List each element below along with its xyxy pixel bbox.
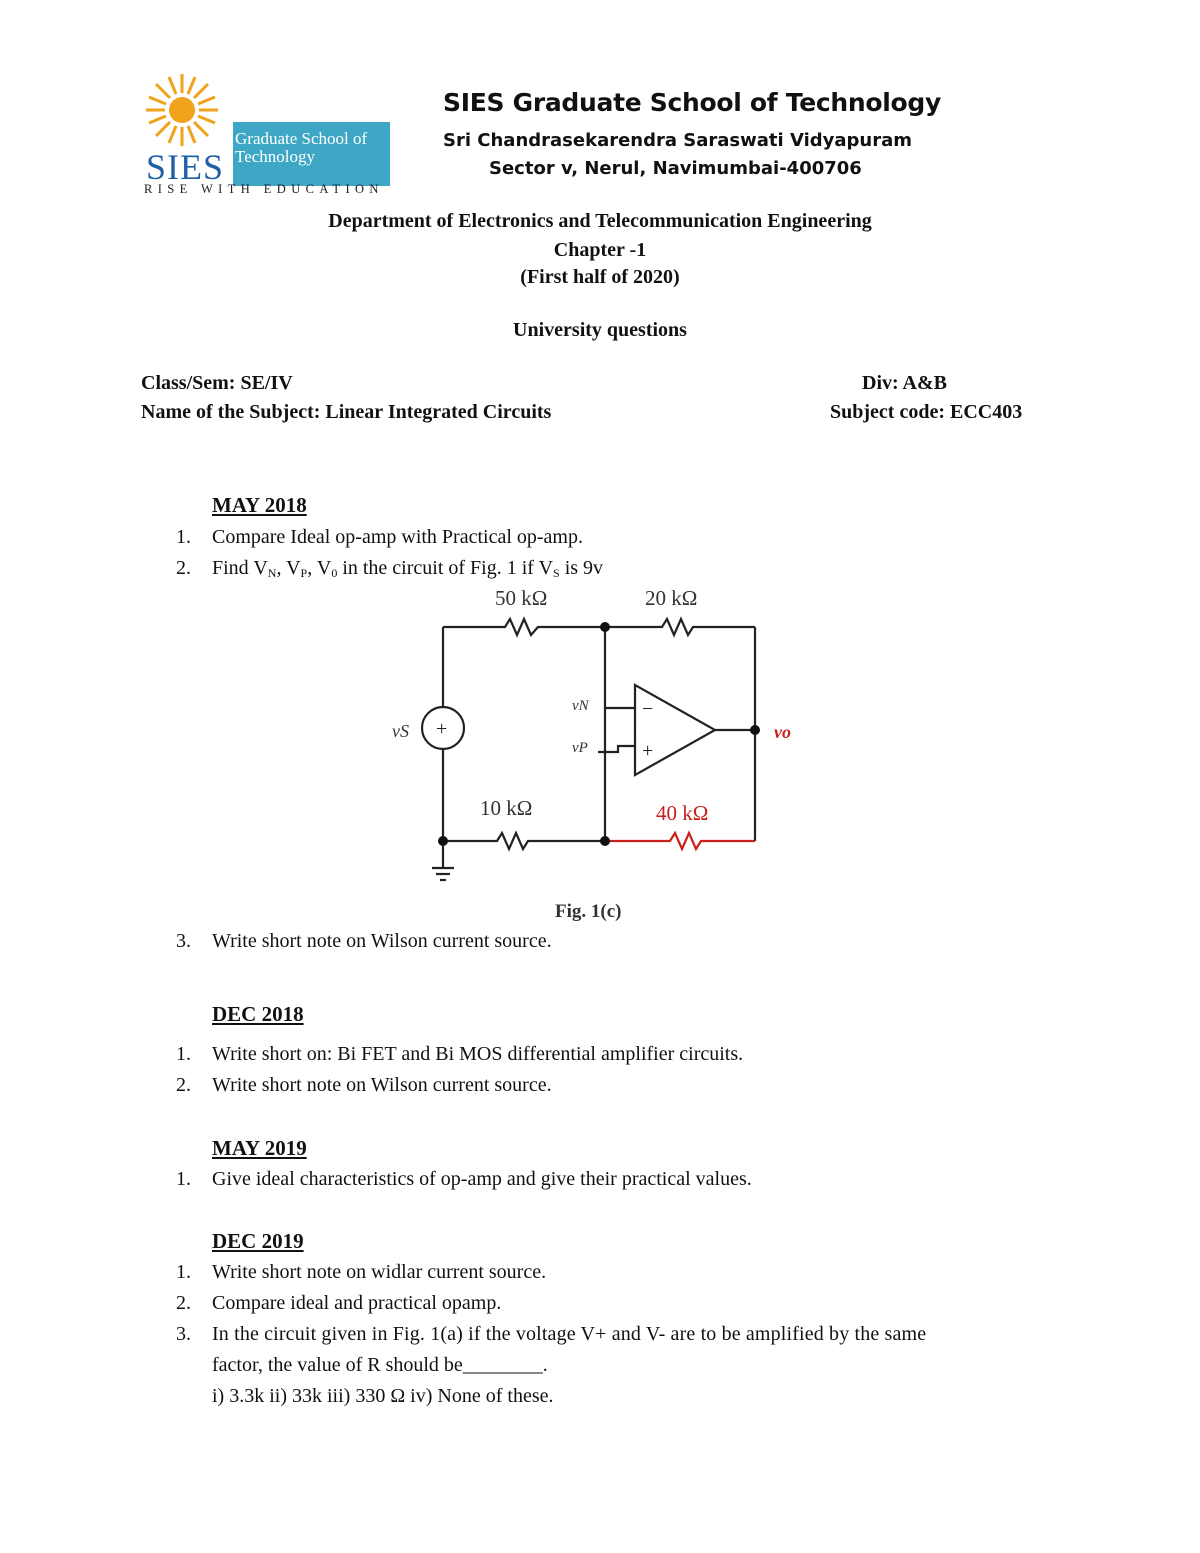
- department-title: Department of Electronics and Telecommunication Engineering: [328, 210, 872, 232]
- label-50k: 50 kΩ: [495, 586, 548, 610]
- address-line-1: Sri Chandrasekarendra Saraswati Vidyapuram: [443, 130, 912, 151]
- label-vp: vP: [572, 740, 588, 756]
- label-vs: vS: [392, 721, 409, 741]
- item-text: Write short note on widlar current source.: [212, 1261, 547, 1283]
- institute-name: SIES Graduate School of Technology: [443, 88, 942, 117]
- subject-name: Name of the Subject: Linear Integrated Circuits: [141, 401, 552, 423]
- logo-brand: SIES: [146, 147, 225, 187]
- division: Div: A&B: [862, 372, 947, 394]
- figure-caption: Fig. 1(c): [555, 901, 622, 922]
- item-text: Compare ideal and practical opamp.: [212, 1292, 502, 1314]
- section-heading: DEC 2019: [212, 1229, 304, 1253]
- label-vn: vN: [572, 698, 589, 714]
- circuit-figure: [380, 580, 820, 925]
- label-20k: 20 kΩ: [645, 586, 698, 610]
- questions-heading: University questions: [513, 319, 687, 341]
- logo-tagline: RISE WITH EDUCATION: [144, 182, 384, 196]
- item-number: 1.: [176, 1168, 191, 1190]
- section-heading: MAY 2019: [212, 1136, 307, 1160]
- opamp-minus: −: [642, 698, 654, 720]
- item-number: 2.: [176, 1292, 191, 1314]
- item-number: 2.: [176, 557, 191, 579]
- item-number: 3.: [176, 930, 191, 952]
- item-text: Write short on: Bi FET and Bi MOS differential amplifier circuits.: [212, 1043, 744, 1065]
- item-continuation: factor, the value of R should be________.: [212, 1354, 548, 1376]
- section-heading: MAY 2018: [212, 493, 307, 517]
- item-text: Find $V_N$, $V_P$, $V_0$ in the circuit of Fig. 1 if $V_S$ is 9v: [212, 557, 604, 580]
- label-40k: 40 kΩ: [656, 801, 709, 825]
- opamp-plus: +: [642, 740, 654, 762]
- label-10k: 10 kΩ: [480, 796, 533, 820]
- item-text: Write short note on Wilson current source.: [212, 1074, 552, 1096]
- item-number: 3.: [176, 1323, 191, 1345]
- item-text: Write short note on Wilson current source.: [212, 930, 552, 952]
- item-text: In the circuit given in Fig. 1(a) if the voltage V+ and V- are to be amplified by the same: [212, 1323, 927, 1345]
- subject-code: Subject code: ECC403: [830, 401, 1023, 423]
- source-plus: +: [436, 718, 448, 740]
- logo-box-text: Graduate School of Technology: [233, 122, 390, 186]
- chapter-title: Chapter -1: [553, 239, 647, 261]
- address-line-2: Sector v, Nerul, Navimumbai-400706: [489, 158, 862, 179]
- item-number: 1.: [176, 1043, 191, 1065]
- item-text: Compare Ideal op-amp with Practical op-amp.: [212, 526, 583, 548]
- item-number: 1.: [176, 526, 191, 548]
- sun-icon: [140, 72, 240, 152]
- label-vo: vo: [774, 722, 791, 742]
- item-text: Give ideal characteristics of op-amp and give their practical values.: [212, 1168, 752, 1190]
- item-number: 2.: [176, 1074, 191, 1096]
- sies-logo: [140, 72, 396, 198]
- item-number: 1.: [176, 1261, 191, 1283]
- period-title: (First half of 2020): [520, 266, 680, 288]
- section-heading: DEC 2018: [212, 1002, 304, 1026]
- item-options: i) 3.3k ii) 33k iii) 330 Ω iv) None of these.: [212, 1385, 554, 1407]
- class-sem: Class/Sem: SE/IV: [141, 372, 293, 394]
- resistor-40k: [605, 833, 755, 849]
